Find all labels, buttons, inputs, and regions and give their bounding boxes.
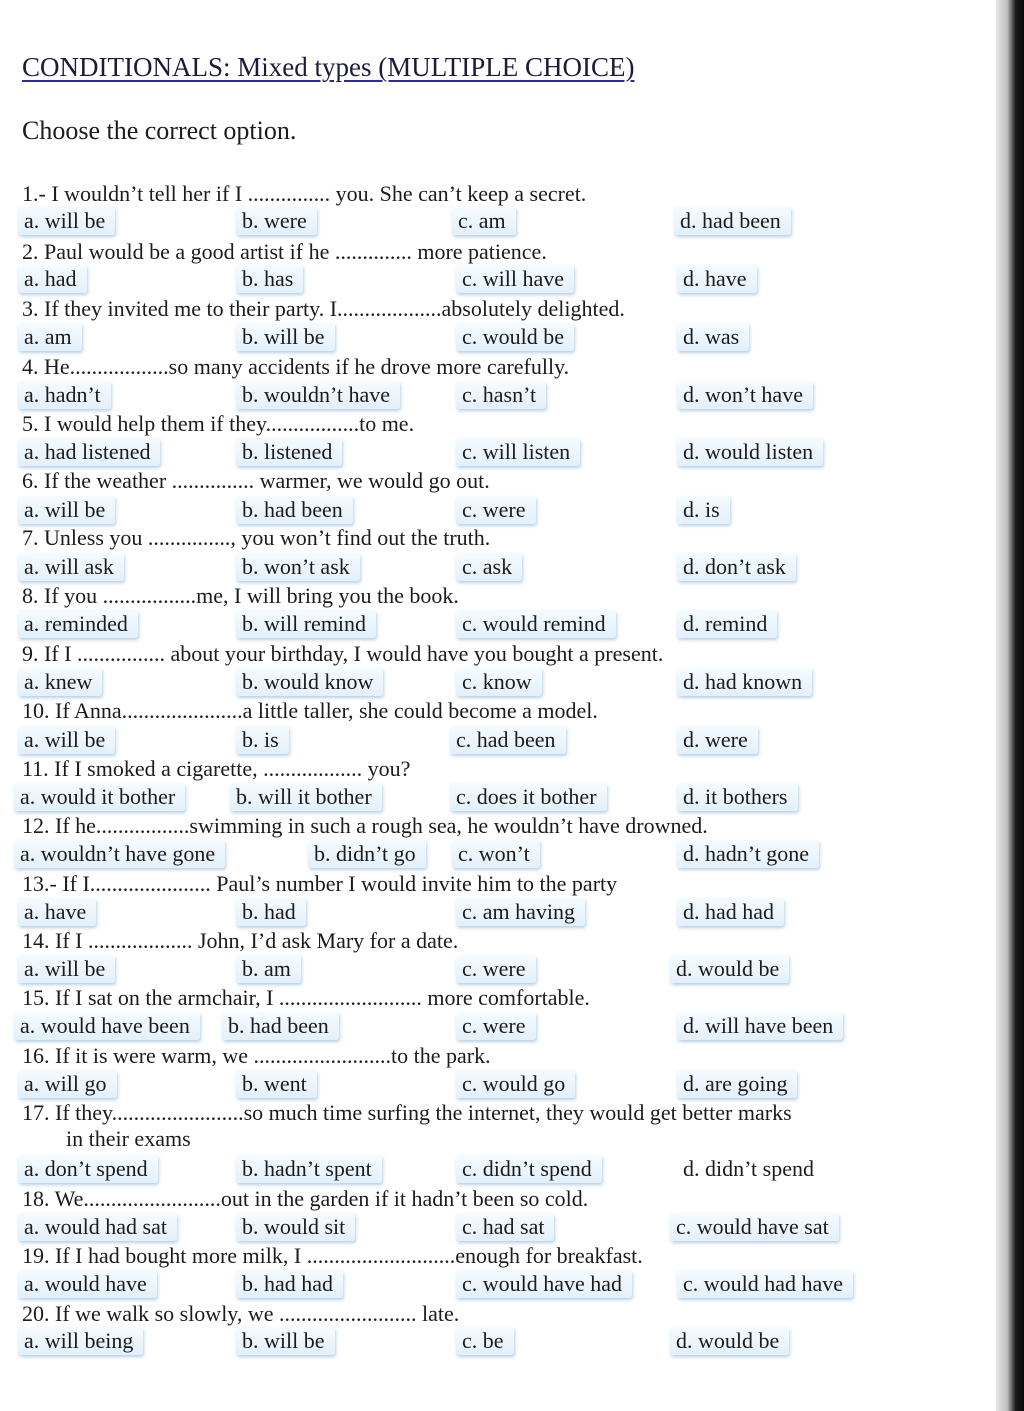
question-text: 8. If you .................me, I will bring you the book. <box>22 583 459 608</box>
option-10-c[interactable]: c. had been <box>450 726 566 754</box>
option-3-c[interactable]: c. would be <box>456 323 574 351</box>
question-text: 15. If I sat on the armchair, I .......................... more comfortable. <box>22 985 590 1010</box>
option-11-d[interactable]: d. it bothers <box>677 783 798 811</box>
option-12-c[interactable]: c. won’t <box>452 840 540 868</box>
option-20-d[interactable]: d. would be <box>670 1327 789 1355</box>
question-12 <box>22 813 708 839</box>
question-18 <box>22 1186 588 1212</box>
option-7-d[interactable]: d. don’t ask <box>677 553 796 581</box>
option-7-a[interactable]: a. will ask <box>18 553 124 581</box>
question-text-continued: in their exams <box>66 1126 191 1151</box>
question-9 <box>22 641 663 667</box>
option-20-b[interactable]: b. will be <box>236 1327 335 1355</box>
option-1-a[interactable]: a. will be <box>18 207 115 235</box>
option-6-c[interactable]: c. were <box>456 496 536 524</box>
question-text: 17. If they........................so much time surfing the internet, they would get better marks <box>22 1100 792 1125</box>
option-8-a[interactable]: a. reminded <box>18 610 138 638</box>
option-2-a[interactable]: a. had <box>18 265 87 293</box>
question-text: 4. He..................so many accidents if he drove more carefully. <box>22 354 570 379</box>
question-text: 2. Paul would be a good artist if he .............. more patience. <box>22 239 547 264</box>
option-8-d[interactable]: d. remind <box>677 610 777 638</box>
option-7-c[interactable]: c. ask <box>456 553 522 581</box>
question-1 <box>22 181 586 207</box>
option-12-b[interactable]: b. didn’t go <box>308 840 426 868</box>
option-16-a[interactable]: a. will go <box>18 1070 117 1098</box>
option-6-b[interactable]: b. had been <box>236 496 353 524</box>
option-11-c[interactable]: c. does it bother <box>450 783 607 811</box>
instruction: Choose the correct option. <box>22 116 297 145</box>
option-15-d[interactable]: d. will have been <box>677 1012 843 1040</box>
option-19-c[interactable]: c. would have had <box>456 1270 632 1298</box>
option-10-a[interactable]: a. will be <box>18 726 115 754</box>
option-14-c[interactable]: c. were <box>456 955 536 983</box>
page-title: CONDITIONALS: Mixed types (MULTIPLE CHOICE) <box>22 52 635 82</box>
option-15-a[interactable]: a. would have been <box>14 1012 200 1040</box>
option-14-a[interactable]: a. will be <box>18 955 115 983</box>
question-text: 13.- If I...................... Paul’s number I would invite him to the party <box>22 871 618 896</box>
option-13-c[interactable]: c. am having <box>456 898 585 926</box>
question-17 <box>22 1100 792 1152</box>
option-9-b[interactable]: b. would know <box>236 668 383 696</box>
option-12-a[interactable]: a. wouldn’t have gone <box>14 840 225 868</box>
option-10-b[interactable]: b. is <box>236 726 289 754</box>
option-10-d[interactable]: d. were <box>677 726 758 754</box>
option-1-d[interactable]: d. had been <box>674 207 791 235</box>
option-3-a[interactable]: a. am <box>18 323 82 351</box>
option-12-d[interactable]: d. hadn’t gone <box>677 840 819 868</box>
question-19 <box>22 1243 643 1269</box>
option-9-c[interactable]: c. know <box>456 668 542 696</box>
option-6-a[interactable]: a. will be <box>18 496 115 524</box>
option-11-b[interactable]: b. will it bother <box>230 783 382 811</box>
option-17-a[interactable]: a. don’t spend <box>18 1155 158 1183</box>
option-3-b[interactable]: b. will be <box>236 323 335 351</box>
option-19-a[interactable]: a. would have <box>18 1270 157 1298</box>
question-text: 14. If I ................... John, I’d ask Mary for a date. <box>22 928 459 953</box>
option-9-a[interactable]: a. knew <box>18 668 102 696</box>
question-text: 16. If it is were warm, we .........................to the park. <box>22 1043 491 1068</box>
option-6-d[interactable]: d. is <box>677 496 730 524</box>
question-text: 5. I would help them if they.................to me. <box>22 411 415 436</box>
option-4-d[interactable]: d. won’t have <box>677 381 813 409</box>
option-18-b[interactable]: b. would sit <box>236 1213 355 1241</box>
option-2-b[interactable]: b. has <box>236 265 303 293</box>
question-text: 6. If the weather ............... warmer, we would go out. <box>22 468 490 493</box>
question-text: 1.- I wouldn’t tell her if I ............... you. She can’t keep a secret. <box>22 181 587 206</box>
option-4-a[interactable]: a. hadn’t <box>18 381 111 409</box>
question-6 <box>22 468 490 494</box>
question-14 <box>22 928 458 954</box>
option-1-c[interactable]: c. am <box>452 207 516 235</box>
question-20 <box>22 1301 459 1327</box>
option-16-d[interactable]: d. are going <box>677 1070 797 1098</box>
option-7-b[interactable]: b. won’t ask <box>236 553 360 581</box>
question-text: 11. If I smoked a cigarette, .................. you? <box>22 756 411 781</box>
question-5 <box>22 411 414 437</box>
option-20-c[interactable]: c. be <box>456 1327 514 1355</box>
option-15-b[interactable]: b. had been <box>222 1012 339 1040</box>
question-text: 18. We.........................out in the garden if it hadn’t been so cold. <box>22 1186 589 1211</box>
option-5-a[interactable]: a. had listened <box>18 438 160 466</box>
option-8-b[interactable]: b. will remind <box>236 610 376 638</box>
page-edge-shadow <box>996 0 1024 1411</box>
option-3-d[interactable]: d. was <box>677 323 749 351</box>
option-13-a[interactable]: a. have <box>18 898 96 926</box>
option-5-c[interactable]: c. will listen <box>456 438 580 466</box>
option-14-b[interactable]: b. am <box>236 955 301 983</box>
question-7 <box>22 525 490 551</box>
question-15 <box>22 985 590 1011</box>
question-16 <box>22 1043 491 1069</box>
question-text: 3. If they invited me to their party. I...................absolutely delighted. <box>22 296 625 321</box>
option-2-d[interactable]: d. have <box>677 265 757 293</box>
option-19-b[interactable]: b. had had <box>236 1270 343 1298</box>
question-3 <box>22 296 625 322</box>
option-4-c[interactable]: c. hasn’t <box>456 381 546 409</box>
option-5-d[interactable]: d. would listen <box>677 438 823 466</box>
option-18-c[interactable]: c. had sat <box>456 1213 554 1241</box>
question-13 <box>22 871 617 897</box>
question-text: 19. If I had bought more milk, I ...........................enough for breakfast. <box>22 1243 643 1268</box>
option-17-d[interactable]: d. didn’t spend <box>683 1156 814 1181</box>
option-18-a[interactable]: a. would had sat <box>18 1213 177 1241</box>
option-17-b[interactable]: b. hadn’t spent <box>236 1155 382 1183</box>
option-20-a[interactable]: a. will being <box>18 1327 143 1355</box>
option-1-b[interactable]: b. were <box>236 207 317 235</box>
option-14-d[interactable]: d. would be <box>670 955 789 983</box>
option-2-c[interactable]: c. will have <box>456 265 574 293</box>
question-8 <box>22 583 459 609</box>
question-text: 10. If Anna......................a little taller, she could become a model. <box>22 698 598 723</box>
option-19-d[interactable]: c. would had have <box>677 1270 853 1298</box>
question-text: 9. If I ................ about your birthday, I would have you bought a present. <box>22 641 664 666</box>
question-11 <box>22 756 410 782</box>
option-9-d[interactable]: d. had known <box>677 668 812 696</box>
option-4-b[interactable]: b. wouldn’t have <box>236 381 400 409</box>
option-15-c[interactable]: c. were <box>456 1012 536 1040</box>
question-2 <box>22 239 547 265</box>
question-text: 20. If we walk so slowly, we ......................... late. <box>22 1301 460 1326</box>
question-10 <box>22 698 598 724</box>
option-8-c[interactable]: c. would remind <box>456 610 616 638</box>
option-18-d[interactable]: c. would have sat <box>670 1213 839 1241</box>
option-11-a[interactable]: a. would it bother <box>14 783 185 811</box>
question-text: 7. Unless you ..............., you won’t find out the truth. <box>22 525 491 550</box>
option-13-d[interactable]: d. had had <box>677 898 784 926</box>
option-17-c[interactable]: c. didn’t spend <box>456 1155 602 1183</box>
option-16-b[interactable]: b. went <box>236 1070 317 1098</box>
question-text: 12. If he.................swimming in such a rough sea, he wouldn’t have drowned. <box>22 813 708 838</box>
option-13-b[interactable]: b. had <box>236 898 306 926</box>
option-16-c[interactable]: c. would go <box>456 1070 575 1098</box>
question-4 <box>22 354 569 380</box>
option-5-b[interactable]: b. listened <box>236 438 342 466</box>
